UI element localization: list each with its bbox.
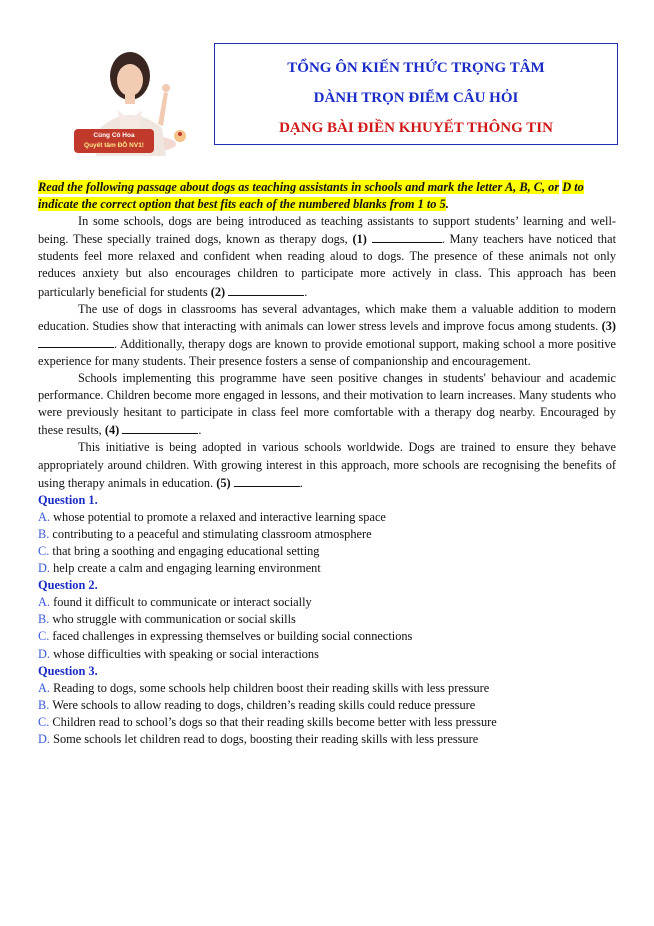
question-title: Question 1. [38,492,98,507]
passage-paragraph-2 [38,301,616,370]
option-d[interactable] [38,731,616,748]
option-b[interactable] [38,526,616,543]
header [0,0,654,170]
option-c[interactable] [38,714,616,731]
option-text: Some schools let children read to dogs, boosting their reading skills with less pressure [53,732,479,746]
option-text: who struggle with communication or social skills [52,612,296,627]
option-letter: D. [38,732,51,746]
badge-line-1: Cùng Cô Hoa [93,132,135,139]
option-letter: B. [38,612,50,627]
option-text: Children read to school’s dogs so that their reading skills become better with less pressure [52,714,497,729]
option-text: whose potential to promote a relaxed and interactive learning space [53,509,386,524]
passage-text: The use of dogs in classrooms has several advantages, which make them a valuable addition to modern education. Studies show that interacting with animals can lower stress levels and improve focus among students. [38,301,616,333]
slogan-badge [74,129,154,153]
blank-number-5: (5) [216,475,231,490]
blank-3[interactable] [38,335,114,348]
option-letter: A. [38,509,51,524]
title-box [214,43,618,145]
question-1 [38,492,616,577]
option-letter: B. [38,697,50,712]
blank-number-1: (1) [352,232,367,247]
option-text: Were schools to allow reading to dogs, children’s reading skills could reduce pressure [52,697,476,712]
option-letter: C. [38,543,50,558]
option-letter: D. [38,646,51,661]
option-c[interactable] [38,628,616,645]
option-text: help create a calm and engaging learning environment [53,561,321,576]
option-text: faced challenges in expressing themselves or building social connections [52,629,413,644]
question-2 [38,577,616,662]
passage-paragraph-4 [38,439,616,491]
option-c[interactable] [38,543,616,560]
option-letter: B. [38,526,50,541]
instruction-part-1: Read the following passage about dogs as teaching assistants in schools and mark the letter A, B, C, or [38,180,560,194]
blank-2[interactable] [228,283,304,296]
blank-4[interactable] [122,421,198,434]
option-letter: D. [38,561,51,576]
blank-number-3: (3) [601,318,616,333]
worksheet-content [38,179,616,748]
option-text: whose difficulties with speaking or social interactions [53,646,319,661]
option-letter: A. [38,680,51,695]
passage-text: . [198,423,202,438]
option-a[interactable] [38,509,616,526]
option-letter: A. [38,595,51,610]
blank-number-2: (2) [210,284,226,299]
option-text: that bring a soothing and engaging educational setting [52,543,320,558]
option-b[interactable] [38,697,616,714]
blank-number-4: (4) [104,423,120,438]
option-text: found it difficult to communicate or interact socially [53,595,312,610]
passage-text: This initiative is being adopted in various schools worldwide. Dogs are trained to ensure they behave appropriately around children. With growing interest in this approach, more schools are recognising the benefits of using therapy animals in education. [38,440,616,490]
option-text: contributing to a peaceful and stimulating classroom atmosphere [52,526,372,541]
option-a[interactable] [38,680,616,697]
option-text: Reading to dogs, some schools help children boost their reading skills with less pressure [53,680,490,695]
option-d[interactable] [38,560,616,577]
title-line-2: DÀNH TRỌN ĐIỂM CÂU HỎI [313,90,519,106]
passage-paragraph-3 [38,370,616,439]
passage-text: . [299,475,303,490]
option-b[interactable] [38,611,616,628]
instruction-part-2: D to indicate the correct option that best fits each of the numbered blanks from 1 to 5 [38,180,584,212]
title-line-3: DẠNG BÀI ĐIỀN KHUYẾT THÔNG TIN [279,120,553,136]
blank-1[interactable] [372,230,442,243]
title-line-1: TỔNG ÔN KIẾN THỨC TRỌNG TÂM [287,60,545,76]
question-title: Question 3. [38,663,98,678]
passage-text: . Many teachers have noticed that students feel more relaxed and confident when reading aloud to dogs. The presence of these animals not only reduces anxiety but also encourages children to participate more actively in class. This approach has been particularly beneficial for students [38,232,616,299]
blank-5[interactable] [234,474,300,487]
question-title: Question 2. [38,578,98,593]
passage-text: . [304,284,308,299]
instruction [38,179,616,213]
option-a[interactable] [38,594,616,611]
passage-text: Schools implementing this programme have seen positive changes in students' behaviour and academic performance. Children become more engaged in lessons, and their motivation to learn increases. Many students who were previously hesitant to participate in class feel more comfortable with a therapy dog nearby. Encouraged by these results, [38,371,616,438]
passage-text: . Additionally, therapy dogs are known to provide emotional support, making school a more positive experience for many students. Their presence fosters a sense of companionship and encouragement. [38,336,616,368]
badge-line-2: Quyết tâm ĐỖ NV1! [84,142,144,149]
passage-paragraph-1 [38,213,616,300]
option-letter: C. [38,629,50,644]
option-letter: C. [38,714,50,729]
passage-text: In some schools, dogs are being introduced as teaching assistants to support students’ learning and well-being. These specially trained dogs, known as therapy dogs, [38,214,616,247]
option-d[interactable] [38,646,616,663]
instruction-period: . [445,197,449,212]
question-3 [38,663,616,748]
